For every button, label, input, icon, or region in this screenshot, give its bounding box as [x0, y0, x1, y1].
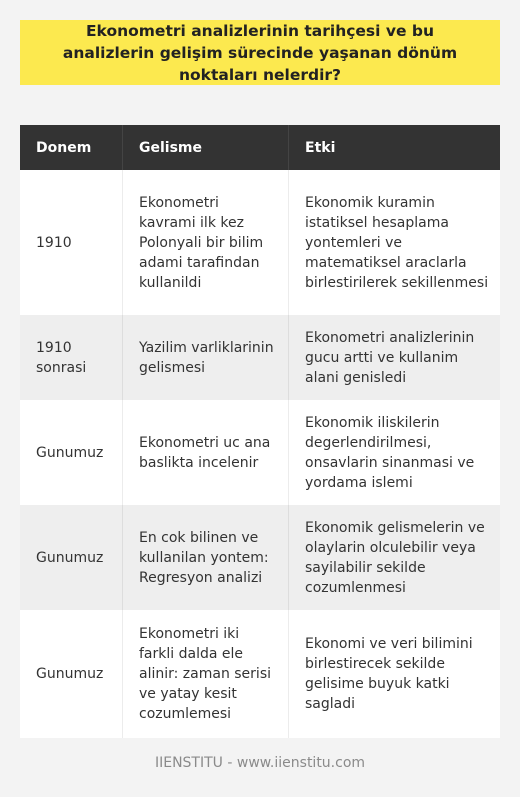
cell-gelisme: Ekonometri iki farkli dalda ele alinir: zaman serisi ve yatay kesit cozumlemesi: [122, 610, 288, 738]
table-row: [20, 505, 500, 610]
cell-gelisme: Yazilim varliklarinin gelismesi: [122, 315, 288, 400]
table-row: [20, 315, 500, 400]
header-donem: Donem: [36, 139, 92, 156]
cell-etki: Ekonomik gelismelerin ve olaylarin olculebilir veya sayilabilir sekilde cozumlenmesi: [288, 505, 500, 610]
cell-gelisme: En cok bilinen ve kullanilan yontem: Regresyon analizi: [122, 505, 288, 610]
history-table: [20, 125, 500, 738]
table-header: [20, 125, 500, 170]
table-row: [20, 610, 500, 738]
header-etki: Etki: [288, 125, 500, 170]
cell-gelisme: Ekonometri kavrami ilk kez Polonyali bir bilim adami tarafindan kullanildi: [122, 170, 288, 315]
table-row: [20, 400, 500, 505]
cell-etki: Ekonometri analizlerinin gucu artti ve kullanim alani genisledi: [288, 315, 500, 400]
cell-donem: Gunumuz: [36, 444, 104, 461]
cell-etki: Ekonomik kuramin istatiksel hesaplama yontemleri ve matematiksel araclarla birlestirilerek sekillenmesi: [288, 170, 500, 315]
header-gelisme: Gelisme: [122, 125, 288, 170]
cell-etki: Ekonomik iliskilerin degerlendirilmesi, onsavlarin sinanmasi ve yordama islemi: [288, 400, 500, 505]
cell-donem: 1910 sonrasi: [36, 339, 87, 376]
cell-gelisme: Ekonometri uc ana baslikta incelenir: [122, 400, 288, 505]
table-row: [20, 170, 500, 315]
cell-donem: Gunumuz: [36, 666, 104, 682]
title-banner: [20, 20, 500, 85]
cell-donem: 1910: [36, 234, 72, 251]
footer-credit: IIENSTITU - www.iienstitu.com: [154, 755, 366, 771]
cell-etki: Ekonomi ve veri bilimini birlestirecek sekilde gelisime buyuk katki sagladi: [288, 610, 500, 738]
page-title: Ekonometri analizlerinin tarihçesi ve bu analizlerin gelişim sürecinde yaşanan dönüm noktaları nelerdir?: [62, 21, 458, 84]
cell-donem: Gunumuz: [36, 549, 104, 566]
